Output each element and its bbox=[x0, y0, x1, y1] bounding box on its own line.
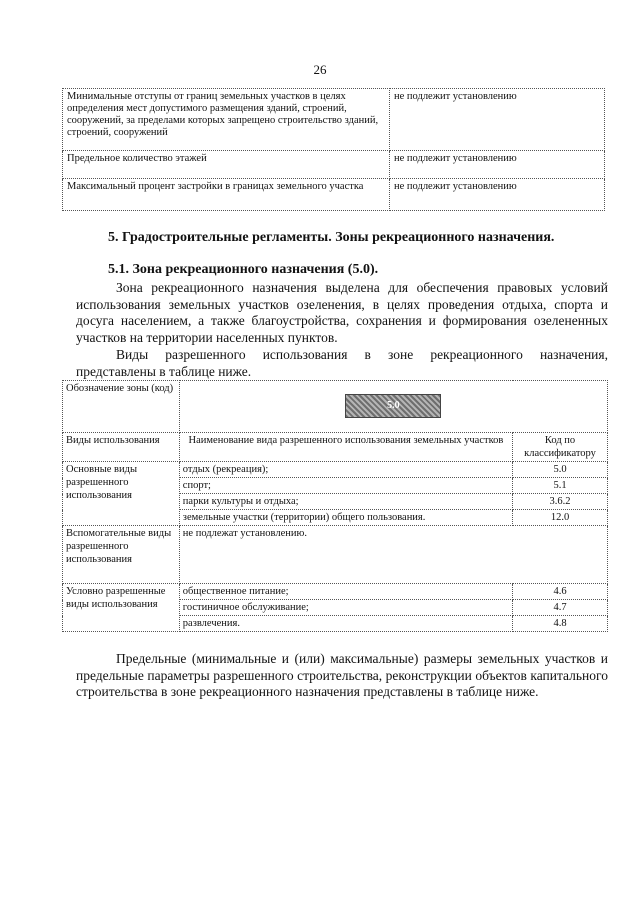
table-row bbox=[63, 89, 605, 151]
table-row bbox=[63, 179, 605, 211]
permitted-use-table bbox=[62, 380, 608, 632]
paragraph-limits-intro: Предельные (минимальные и (или) максимальные) размеры земельных участков и предельные параметры разрешенного строительства, реконструкции объектов капитального строительства в зоне рекреационного назначения представлены в таблице ниже. bbox=[76, 651, 608, 699]
use-code: 4.6 bbox=[513, 584, 608, 600]
use-name: отдых (рекреация); bbox=[179, 462, 512, 478]
cond-types-label: Условно разрешенные виды использования bbox=[63, 584, 180, 632]
use-name: спорт; bbox=[179, 478, 512, 494]
use-name: общественное питание; bbox=[179, 584, 512, 600]
use-name: гостиничное обслуживание; bbox=[179, 600, 512, 616]
table-header-row bbox=[63, 433, 608, 462]
value-cell: не подлежит установлению bbox=[390, 151, 605, 179]
table-row bbox=[63, 526, 608, 584]
header-code: Код по классификатору bbox=[513, 433, 608, 462]
zone-code-badge: 5.0 bbox=[345, 394, 441, 418]
header-types: Виды использования bbox=[63, 433, 180, 462]
use-code: 3.6.2 bbox=[513, 494, 608, 510]
table-row bbox=[63, 151, 605, 179]
use-code: 12.0 bbox=[513, 510, 608, 526]
use-code: 5.0 bbox=[513, 462, 608, 478]
use-code: 5.1 bbox=[513, 478, 608, 494]
section-heading: 5. Градостроительные регламенты. Зоны рекреационного назначения. bbox=[108, 230, 555, 245]
table-row bbox=[63, 381, 608, 433]
use-name: развлечения. bbox=[179, 616, 512, 632]
zone-code-cell bbox=[179, 381, 607, 433]
parameters-table bbox=[62, 88, 605, 211]
param-cell: Максимальный процент застройки в границах земельного участка bbox=[63, 179, 390, 211]
zone-code-label: Обозначение зоны (код) bbox=[63, 381, 180, 433]
use-name: земельные участки (территории) общего пользования. bbox=[179, 510, 512, 526]
use-name: парки культуры и отдыха; bbox=[179, 494, 512, 510]
param-cell: Минимальные отступы от границ земельных участков в целях определения мест допустимого размещения зданий, строений, сооружений, за пределами которых запрещено строительство зданий, строений, сооружений bbox=[63, 89, 390, 151]
use-code: 4.8 bbox=[513, 616, 608, 632]
paragraph-table-intro: Виды разрешенного использования в зоне рекреационного назначения, представлены в таблице ниже. bbox=[76, 347, 608, 379]
header-name: Наименование вида разрешенного использования земельных участков bbox=[179, 433, 512, 462]
subsection-heading: 5.1. Зона рекреационного назначения (5.0). bbox=[108, 262, 379, 277]
paragraph-zone-description: Зона рекреационного назначения выделена для обеспечения правовых условий использования земельных участков озеленения, в целях проведения отдыха, спорта и досуга населением, а также благоустройства, сохранения и формирования озелененных участков на территории населенных пунктов. bbox=[76, 280, 608, 345]
param-cell: Предельное количество этажей bbox=[63, 151, 390, 179]
main-types-label: Основные виды разрешенного использования bbox=[63, 462, 180, 526]
use-code: 4.7 bbox=[513, 600, 608, 616]
aux-types-value: не подлежат установлению. bbox=[179, 526, 607, 584]
table-row bbox=[63, 584, 608, 600]
value-cell: не подлежит установлению bbox=[390, 89, 605, 151]
value-cell: не подлежит установлению bbox=[390, 179, 605, 211]
table-row bbox=[63, 462, 608, 478]
aux-types-label: Вспомогательные виды разрешенного использования bbox=[63, 526, 180, 584]
page-number: 26 bbox=[313, 62, 327, 77]
